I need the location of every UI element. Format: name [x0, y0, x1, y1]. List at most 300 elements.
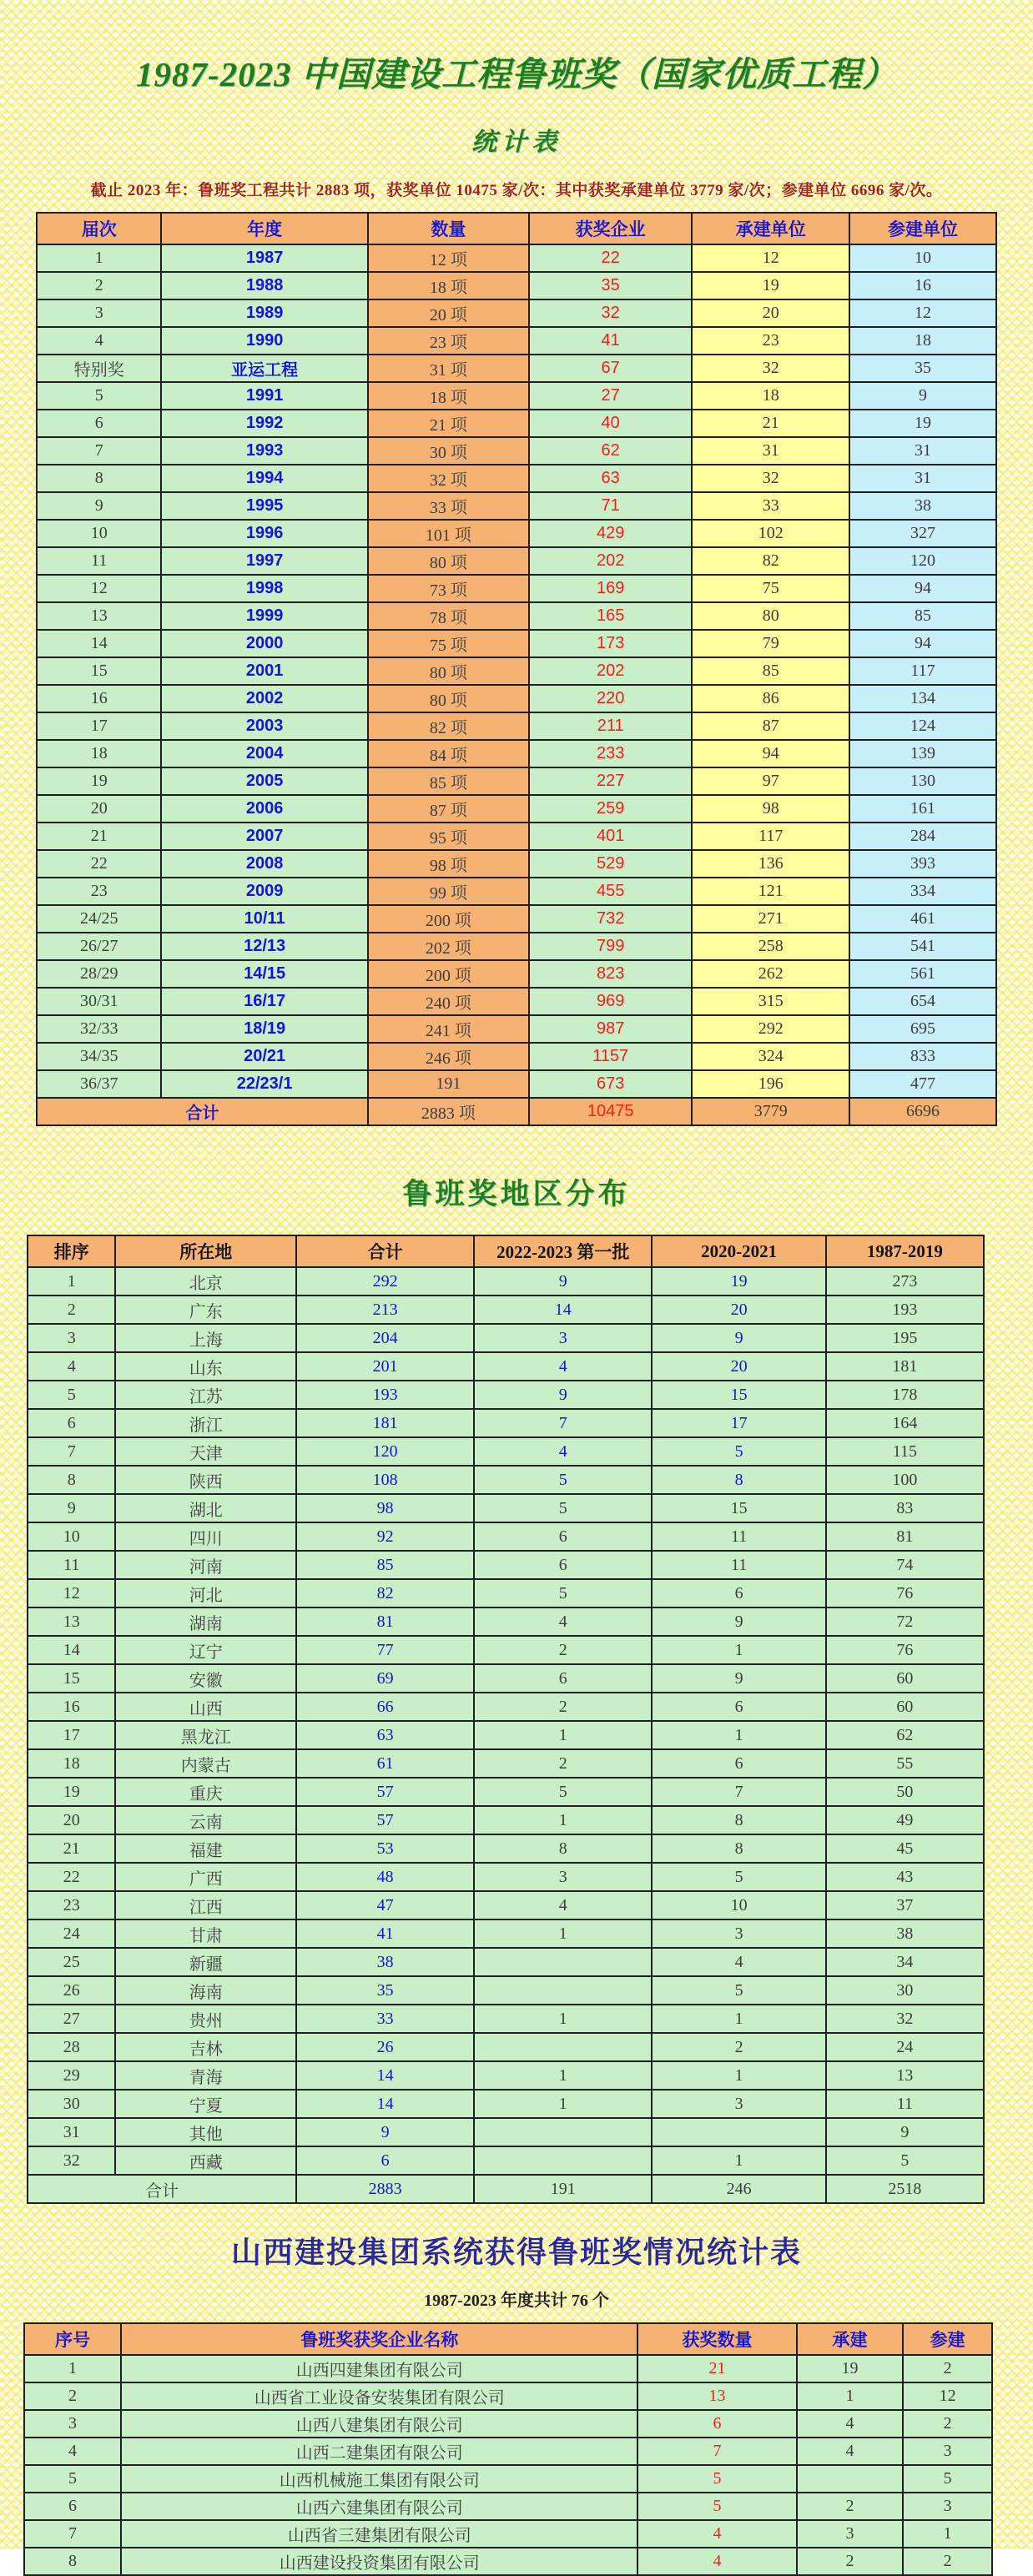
table1-cell: 1991 — [161, 382, 367, 410]
table2-cell: 120 — [296, 1437, 474, 1466]
table1-cell: 117 — [849, 657, 996, 685]
table2-cell: 17 — [28, 1721, 115, 1749]
table3-cell: 8 — [24, 2548, 121, 2575]
table2-row — [28, 1352, 984, 1381]
table1-cell: 87 项 — [368, 795, 529, 823]
table2-cell: 31 — [28, 2118, 115, 2146]
table1-cell: 85 项 — [368, 767, 529, 795]
region-distribution-table — [27, 1235, 985, 2204]
table1-cell: 94 — [849, 575, 996, 602]
table2-cell: 4 — [652, 1948, 826, 1976]
table1-cell: 271 — [692, 905, 849, 933]
table2-row — [28, 1891, 984, 1919]
table1-cell: 67 — [529, 355, 692, 382]
table2-cell: 273 — [826, 1267, 984, 1296]
table1-cell: 35 — [849, 355, 996, 382]
table2-cell: 其他 — [115, 2118, 296, 2146]
table2-cell: 181 — [296, 1409, 474, 1437]
table1-cell: 31 项 — [368, 355, 529, 382]
table1-row — [37, 685, 996, 712]
table2-cell: 49 — [826, 1806, 984, 1834]
table2-cell: 195 — [826, 1324, 984, 1352]
table2-cell: 6 — [474, 1664, 652, 1693]
table1-cell: 19 — [692, 272, 849, 299]
table3-cell: 2 — [903, 2355, 992, 2382]
table1-cell: 15 — [37, 657, 161, 685]
table1-cell: 1994 — [161, 465, 367, 492]
table1-cell: 33 — [692, 492, 849, 520]
table2-cell: 26 — [28, 1976, 115, 2005]
table1-cell: 27 — [529, 382, 692, 410]
table2-cell: 38 — [296, 1948, 474, 1976]
table1-cell: 1999 — [161, 602, 367, 630]
table2-row — [28, 1494, 984, 1522]
table3-cell: 19 — [797, 2355, 904, 2382]
table2-cell: 43 — [826, 1863, 984, 1891]
table1-header-1: 年度 — [161, 213, 367, 244]
table1-cell: 455 — [529, 878, 692, 905]
table3-header-1: 鲁班奖获奖企业名称 — [121, 2323, 637, 2355]
table1-cell: 202 — [529, 657, 692, 685]
table2-cell: 82 — [296, 1579, 474, 1607]
table1-cell: 79 — [692, 630, 849, 657]
table3-cell: 1 — [24, 2355, 121, 2382]
table1-cell: 165 — [529, 602, 692, 630]
table2-total-cell: 246 — [652, 2175, 826, 2203]
table1-cell: 1997 — [161, 547, 367, 575]
table1-cell: 393 — [849, 850, 996, 878]
table2-cell: 76 — [826, 1636, 984, 1664]
table2-cell: 4 — [474, 1607, 652, 1636]
table1-row — [37, 355, 996, 382]
table1-cell: 477 — [849, 1070, 996, 1098]
table1-cell: 16 — [37, 685, 161, 712]
table2-cell: 10 — [652, 1891, 826, 1919]
table2-cell: 2 — [652, 2033, 826, 2061]
table1-row — [37, 1015, 996, 1043]
table1-row — [37, 712, 996, 740]
table1-cell: 32/33 — [37, 1015, 161, 1043]
table1-cell: 亚运工程 — [161, 355, 367, 382]
table1-header-5: 参建单位 — [849, 213, 996, 244]
table2-cell: 湖南 — [115, 1607, 296, 1636]
table2-cell: 湖北 — [115, 1494, 296, 1522]
table1-cell: 21 — [37, 823, 161, 850]
table1-row — [37, 988, 996, 1015]
table1-cell: 191 — [368, 1070, 529, 1098]
table2-cell: 55 — [826, 1749, 984, 1778]
table2-cell: 四川 — [115, 1522, 296, 1551]
table1-cell: 18 — [849, 327, 996, 355]
awards-by-session-table — [36, 212, 997, 1126]
table1-cell: 87 — [692, 712, 849, 740]
table1-cell: 75 — [692, 575, 849, 602]
table1-cell: 14/15 — [161, 960, 367, 988]
table1-cell: 401 — [529, 823, 692, 850]
table1-cell: 969 — [529, 988, 692, 1015]
table2-cell: 9 — [28, 1494, 115, 1522]
table2-cell: 28 — [28, 2033, 115, 2061]
table1-cell: 2006 — [161, 795, 367, 823]
table2-cell: 63 — [296, 1721, 474, 1749]
table2-cell: 60 — [826, 1693, 984, 1721]
table1-row — [37, 575, 996, 602]
table1-cell: 26/27 — [37, 933, 161, 960]
table2-cell: 69 — [296, 1664, 474, 1693]
table3-cell: 3 — [903, 2493, 992, 2520]
table3-row — [24, 2410, 992, 2438]
table1-total-row — [37, 1098, 996, 1125]
table2-cell: 12 — [28, 1579, 115, 1607]
table3-cell: 山西八建集团有限公司 — [121, 2410, 637, 2438]
table2-row — [28, 1721, 984, 1749]
table2-cell: 66 — [296, 1693, 474, 1721]
shanxi-group-awards-table — [23, 2322, 993, 2576]
table2-row — [28, 1522, 984, 1551]
table3-cell: 4 — [637, 2520, 796, 2548]
table2-cell: 广东 — [115, 1296, 296, 1324]
table1-cell: 2004 — [161, 740, 367, 767]
table1-row — [37, 492, 996, 520]
table1-cell: 732 — [529, 905, 692, 933]
table3-cell: 7 — [24, 2520, 121, 2548]
table2-cell: 2 — [28, 1296, 115, 1324]
table2-cell: 9 — [652, 1664, 826, 1693]
table1-row — [37, 740, 996, 767]
region-distribution-header-row — [28, 1235, 984, 1267]
table1-cell: 85 — [849, 602, 996, 630]
table2-cell: 15 — [652, 1494, 826, 1522]
table2-cell: 4 — [474, 1891, 652, 1919]
table2-cell: 9 — [826, 2118, 984, 2146]
table1-cell: 32 项 — [368, 465, 529, 492]
table2-cell: 20 — [652, 1296, 826, 1324]
table2-cell: 11 — [826, 2090, 984, 2118]
table1-cell: 23 — [37, 878, 161, 905]
table1-cell: 262 — [692, 960, 849, 988]
table2-cell: 61 — [296, 1749, 474, 1778]
table2-header-4: 2020-2021 — [652, 1235, 826, 1267]
table3-row — [24, 2548, 992, 2575]
table2-cell: 85 — [296, 1551, 474, 1579]
table1-cell: 233 — [529, 740, 692, 767]
shanxi-section-title: 山西建投集团系统获得鲁班奖情况统计表 — [230, 2235, 802, 2269]
table1-cell: 2000 — [161, 630, 367, 657]
table2-row — [28, 1863, 984, 1891]
table2-cell: 48 — [296, 1863, 474, 1891]
table1-cell: 169 — [529, 575, 692, 602]
table1-cell: 561 — [849, 960, 996, 988]
table2-cell: 29 — [28, 2061, 115, 2090]
table2-cell — [474, 1948, 652, 1976]
table1-cell: 12 — [849, 299, 996, 327]
table1-row — [37, 299, 996, 327]
table2-cell: 15 — [652, 1381, 826, 1409]
table1-row — [37, 520, 996, 547]
table1-cell: 12 — [692, 244, 849, 272]
table1-row — [37, 823, 996, 850]
table1-cell: 10 — [37, 520, 161, 547]
table2-header-1: 所在地 — [115, 1235, 296, 1267]
table3-cell: 2 — [903, 2410, 992, 2438]
table2-cell: 50 — [826, 1778, 984, 1806]
table2-cell: 青海 — [115, 2061, 296, 2090]
table1-cell: 220 — [529, 685, 692, 712]
table1-cell: 258 — [692, 933, 849, 960]
table1-cell: 99 项 — [368, 878, 529, 905]
table1-cell: 82 项 — [368, 712, 529, 740]
table1-cell: 292 — [692, 1015, 849, 1043]
table1-cell: 102 — [692, 520, 849, 547]
table2-cell: 9 — [474, 1381, 652, 1409]
table2-cell: 178 — [826, 1381, 984, 1409]
table1-cell: 10/11 — [161, 905, 367, 933]
table1-cell: 117 — [692, 823, 849, 850]
table1-cell: 2003 — [161, 712, 367, 740]
table2-cell: 201 — [296, 1352, 474, 1381]
table1-cell: 82 — [692, 547, 849, 575]
table2-cell: 77 — [296, 1636, 474, 1664]
table2-cell: 内蒙古 — [115, 1749, 296, 1778]
table2-cell: 西藏 — [115, 2146, 296, 2175]
table2-cell: 22 — [28, 1863, 115, 1891]
table1-cell: 241 项 — [368, 1015, 529, 1043]
table2-row — [28, 2146, 984, 2175]
table1-cell: 41 — [529, 327, 692, 355]
table1-cell: 86 — [692, 685, 849, 712]
page-subtitle: 统计表 — [471, 128, 562, 156]
table1-cell: 987 — [529, 1015, 692, 1043]
table2-cell: 21 — [28, 1834, 115, 1863]
table2-cell: 3 — [652, 1919, 826, 1948]
table2-cell: 8 — [652, 1834, 826, 1863]
table2-cell: 1 — [474, 1806, 652, 1834]
table2-cell: 8 — [652, 1466, 826, 1494]
table2-row — [28, 1948, 984, 1976]
table1-row — [37, 244, 996, 272]
table3-row — [24, 2382, 992, 2410]
table1-cell: 246 项 — [368, 1043, 529, 1070]
table2-cell: 宁夏 — [115, 2090, 296, 2118]
table1-row — [37, 272, 996, 299]
table2-cell: 江西 — [115, 1891, 296, 1919]
table3-cell: 2 — [24, 2382, 121, 2410]
table1-row — [37, 1043, 996, 1070]
table3-cell: 21 — [637, 2355, 796, 2382]
table2-cell: 27 — [28, 2005, 115, 2033]
table2-cell: 53 — [296, 1834, 474, 1863]
table2-cell: 辽宁 — [115, 1636, 296, 1664]
table1-cell: 12/13 — [161, 933, 367, 960]
table2-cell: 14 — [474, 1296, 652, 1324]
table3-cell: 5 — [637, 2465, 796, 2493]
table3-cell: 4 — [637, 2548, 796, 2575]
table2-cell: 10 — [28, 1522, 115, 1551]
table1-row — [37, 878, 996, 905]
table2-cell: 6 — [474, 1522, 652, 1551]
table2-cell: 山东 — [115, 1352, 296, 1381]
table3-cell: 12 — [903, 2382, 992, 2410]
table2-row — [28, 1693, 984, 1721]
table2-cell: 6 — [652, 1693, 826, 1721]
table1-total-cell: 6696 — [849, 1098, 996, 1125]
table2-cell: 吉林 — [115, 2033, 296, 2061]
table1-cell: 62 — [529, 437, 692, 465]
table2-cell: 18 — [28, 1749, 115, 1778]
table2-cell: 164 — [826, 1409, 984, 1437]
table2-cell: 35 — [296, 1976, 474, 2005]
table2-cell: 19 — [652, 1267, 826, 1296]
table1-cell: 21 — [692, 410, 849, 437]
table2-cell: 5 — [474, 1778, 652, 1806]
table2-total-row — [28, 2175, 984, 2203]
table1-cell: 95 项 — [368, 823, 529, 850]
table1-header-3: 获奖企业 — [529, 213, 692, 244]
table1-cell: 1993 — [161, 437, 367, 465]
table2-row — [28, 1778, 984, 1806]
table3-cell: 2 — [797, 2493, 904, 2520]
table1-cell: 7 — [37, 437, 161, 465]
table2-cell: 292 — [296, 1267, 474, 1296]
table1-cell: 211 — [529, 712, 692, 740]
table2-cell: 6 — [28, 1409, 115, 1437]
table2-cell: 3 — [474, 1324, 652, 1352]
table2-cell: 72 — [826, 1607, 984, 1636]
table1-cell: 1998 — [161, 575, 367, 602]
table1-cell: 240 项 — [368, 988, 529, 1015]
table1-cell: 16/17 — [161, 988, 367, 1015]
table1-cell: 202 — [529, 547, 692, 575]
table2-row — [28, 1409, 984, 1437]
table3-cell — [797, 2465, 904, 2493]
table2-cell: 92 — [296, 1522, 474, 1551]
table2-cell: 30 — [28, 2090, 115, 2118]
table1-row — [37, 795, 996, 823]
table1-cell: 429 — [529, 520, 692, 547]
table1-cell: 284 — [849, 823, 996, 850]
table1-cell: 18 — [692, 382, 849, 410]
table2-cell: 5 — [826, 2146, 984, 2175]
table2-cell: 7 — [652, 1778, 826, 1806]
table3-header-3: 承建 — [797, 2323, 904, 2355]
table1-cell: 1 — [37, 244, 161, 272]
table1-cell: 121 — [692, 878, 849, 905]
table1-cell: 1987 — [161, 244, 367, 272]
table1-header-4: 承建单位 — [692, 213, 849, 244]
table2-row — [28, 1296, 984, 1324]
table2-cell: 9 — [652, 1607, 826, 1636]
table1-cell: 18 项 — [368, 382, 529, 410]
table3-cell: 5 — [637, 2493, 796, 2520]
table3-cell: 4 — [24, 2438, 121, 2465]
table1-cell: 94 — [849, 630, 996, 657]
table2-cell: 北京 — [115, 1267, 296, 1296]
table3-cell: 山西六建集团有限公司 — [121, 2493, 637, 2520]
table2-cell: 213 — [296, 1296, 474, 1324]
table1-cell: 2002 — [161, 685, 367, 712]
table1-cell: 94 — [692, 740, 849, 767]
table1-header-2: 数量 — [368, 213, 529, 244]
table2-cell: 11 — [652, 1551, 826, 1579]
table1-cell: 1996 — [161, 520, 367, 547]
table1-cell: 32 — [692, 355, 849, 382]
table2-cell: 14 — [296, 2090, 474, 2118]
table3-cell: 3 — [797, 2520, 904, 2548]
table2-cell: 13 — [826, 2061, 984, 2090]
table1-cell: 161 — [849, 795, 996, 823]
table2-cell: 15 — [28, 1664, 115, 1693]
table2-cell: 32 — [28, 2146, 115, 2175]
table1-cell: 32 — [692, 465, 849, 492]
table2-cell: 37 — [826, 1891, 984, 1919]
table1-cell: 3 — [37, 299, 161, 327]
table1-row — [37, 850, 996, 878]
table1-row — [37, 657, 996, 685]
table1-cell: 227 — [529, 767, 692, 795]
table2-cell: 山西 — [115, 1693, 296, 1721]
table2-cell: 5 — [474, 1466, 652, 1494]
table1-row — [37, 960, 996, 988]
table3-cell: 6 — [24, 2493, 121, 2520]
table3-row — [24, 2355, 992, 2382]
table2-cell: 76 — [826, 1579, 984, 1607]
table2-cell: 2 — [474, 1749, 652, 1778]
table2-cell: 32 — [826, 2005, 984, 2033]
table1-cell: 1989 — [161, 299, 367, 327]
table1-cell: 461 — [849, 905, 996, 933]
table2-cell: 9 — [296, 2118, 474, 2146]
table1-cell: 202 项 — [368, 933, 529, 960]
table2-cell: 108 — [296, 1466, 474, 1494]
table1-row — [37, 933, 996, 960]
table1-cell: 71 — [529, 492, 692, 520]
table1-cell: 85 — [692, 657, 849, 685]
table1-cell: 2005 — [161, 767, 367, 795]
table2-row — [28, 2090, 984, 2118]
table2-cell: 45 — [826, 1834, 984, 1863]
table2-cell: 5 — [652, 1976, 826, 2005]
table1-total-cell: 10475 — [529, 1098, 692, 1125]
table2-cell: 83 — [826, 1494, 984, 1522]
table3-header-2: 获奖数量 — [637, 2323, 796, 2355]
table1-cell: 200 项 — [368, 960, 529, 988]
table2-cell: 2 — [474, 1693, 652, 1721]
table1-row — [37, 630, 996, 657]
table1-cell: 833 — [849, 1043, 996, 1070]
table2-cell: 23 — [28, 1891, 115, 1919]
table2-row — [28, 1919, 984, 1948]
table2-row — [28, 2033, 984, 2061]
table1-cell: 97 — [692, 767, 849, 795]
table2-cell: 6 — [652, 1749, 826, 1778]
table2-cell: 1 — [652, 2061, 826, 2090]
table2-cell: 62 — [826, 1721, 984, 1749]
table1-cell: 33 项 — [368, 492, 529, 520]
table1-cell: 63 — [529, 465, 692, 492]
table1-cell: 1992 — [161, 410, 367, 437]
table3-cell: 5 — [903, 2465, 992, 2493]
table2-cell: 8 — [474, 1834, 652, 1863]
table2-cell: 181 — [826, 1352, 984, 1381]
table2-cell: 黑龙江 — [115, 1721, 296, 1749]
table1-cell: 173 — [529, 630, 692, 657]
table2-cell: 17 — [652, 1409, 826, 1437]
table2-cell: 20 — [28, 1806, 115, 1834]
table2-cell: 1 — [652, 1636, 826, 1664]
table2-cell: 16 — [28, 1693, 115, 1721]
table1-cell: 327 — [849, 520, 996, 547]
table2-cell: 57 — [296, 1806, 474, 1834]
